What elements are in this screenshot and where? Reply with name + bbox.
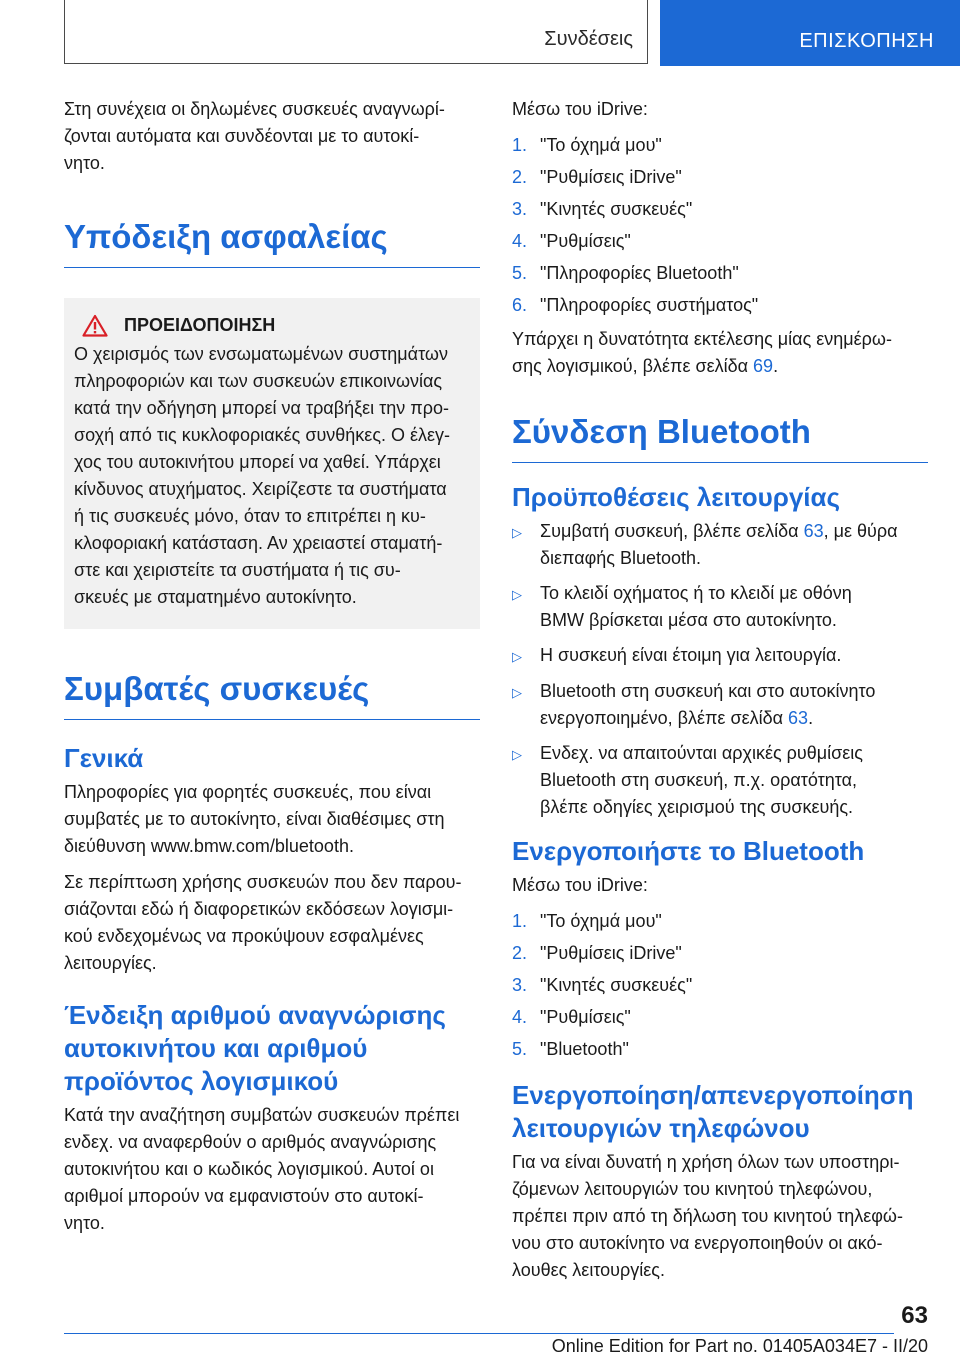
header-section-title: Συνδέσεις — [544, 28, 633, 50]
right-column — [512, 96, 928, 1293]
software-update-paragraph: Υπάρχει η δυνατότητα εκτέλεσης μίας ενημέρω- σης λογισμικού, βλέπε σελίδα 69. — [512, 329, 892, 376]
page-link-63[interactable]: 63 — [803, 521, 824, 541]
compatible-devices-heading: Συμβατές συσκευές — [64, 669, 480, 720]
left-column — [64, 96, 480, 1246]
list-item: 5. "Bluetooth" — [512, 1039, 629, 1059]
via-idrive-label-1: Μέσω του iDrive: — [512, 99, 648, 119]
footer-edition: Online Edition for Part no. 01405A034E7 - II/20 — [551, 1336, 928, 1356]
list-item: 4. "Ρυθμίσεις" — [512, 231, 631, 251]
activate-bluetooth-heading: Ενεργοποιήστε το Bluetooth — [512, 836, 865, 866]
warning-title: ΠΡΟΕΙΔΟΠΟΙΗΣΗ — [124, 315, 276, 335]
header-chapter-tab — [660, 0, 960, 66]
warning-title-row — [74, 314, 470, 337]
list-item: 2. "Ρυθμίσεις iDrive" — [512, 943, 682, 963]
list-item: 4. "Ρυθμίσεις" — [512, 1007, 631, 1027]
list-item: 6. "Πληροφορίες συστήματος" — [512, 295, 759, 315]
list-item: 3. "Κινητές συσκευές" — [512, 975, 693, 995]
header-section-tab — [64, 0, 648, 64]
list-item: ▷ Συμβατή συσκευή, βλέπε σελίδα 63, με θύρα διεπαφής Bluetooth. — [512, 518, 928, 572]
triangle-bullet-icon: ▷ — [512, 747, 522, 762]
triangle-bullet-icon: ▷ — [512, 587, 522, 602]
general-heading: Γενικά — [64, 743, 144, 773]
general-paragraph-2: Σε περίπτωση χρήσης συσκευών που δεν παρου- σιάζονται εδώ ή διαφορετικών εκδόσεων λογισμι- κού ενδεχομένως να προκύψουν εσφαλμένες λειτουργίες. — [64, 872, 462, 973]
warning-triangle-icon — [82, 314, 108, 337]
footer-divider — [64, 1333, 894, 1334]
via-idrive-label-2: Μέσω του iDrive: — [512, 875, 648, 895]
list-item: 1. "Το όχημά μου" — [512, 135, 662, 155]
list-item: ▷ Η συσκευή είναι έτοιμη για λειτουργία. — [512, 642, 928, 670]
list-item: ▷ Ενδεχ. να απαιτούνται αρχικές ρυθμίσεις Bluetooth στη συσκευή, π.χ. ορατότητα, βλέπε οδηγίες χειρισμού της συσκευής. — [512, 740, 928, 821]
page-number: 63 — [901, 1302, 928, 1329]
intro-paragraph: Στη συνέχεια οι δηλωμένες συσκευές αναγνωρί- ζονται αυτόματα και συνδέονται με το αυτοκί- νητο. — [64, 99, 445, 173]
triangle-bullet-icon: ▷ — [512, 525, 522, 540]
list-item: 5. "Πληροφορίες Bluetooth" — [512, 263, 739, 283]
id-number-paragraph: Κατά την αναζήτηση συμβατών συσκευών πρέπει ενδεχ. να αναφερθούν ο αριθμός αναγνώρισης αυτοκινήτου και ο κωδικός λογισμικού. Αυτοί οι αριθμοί μπορούν να εμφανιστούν στο αυτοκί- νητο. — [64, 1105, 460, 1233]
header-chapter-title: ΕΠΙΣΚΟΠΗΣΗ — [799, 30, 934, 52]
steps-list-1 — [512, 132, 928, 319]
list-item: 3. "Κινητές συσκευές" — [512, 199, 693, 219]
phone-functions-heading: Ενεργοποίηση/απενεργοποίηση λειτουργιών τηλεφώνου — [512, 1080, 914, 1143]
list-item: ▷ Το κλειδί οχήματος ή το κλειδί με οθόνη BMW βρίσκεται μέσα στο αυτοκίνητο. — [512, 580, 928, 634]
id-number-heading: Ένδειξη αριθμού αναγνώρισης αυτοκινήτου και αριθμού προϊόντος λογισμικού — [64, 1000, 446, 1096]
triangle-bullet-icon: ▷ — [512, 685, 522, 700]
warning-text: Ο χειρισμός των ενσωματωμένων συστημάτων πληροφοριών και των συσκευών επικοινωνίας κατά την οδήγηση μπορεί να τραβήξει την προ- σοχή από τις κυκλοφοριακές συνθήκες. Ο έλεγ- χος του αυτοκινήτου μπορεί να χαθεί. Υπάρχει κίνδυνος ατυχήματος. Χειρίζεστε τα συστήματα ή τις συσκευές μόνο, όταν το επιτρέπει η κυ- κλοφοριακή κατάσταση. Αν χρειαστεί σταματή- στε και χειριστείτε τα συστήματα ή τις συ- σκευές με σταματημένο αυτοκίνητο. — [74, 344, 451, 607]
prerequisites-heading: Προϋποθέσεις λειτουργίας — [512, 482, 841, 512]
list-item: ▷ Bluetooth στη συσκευή και στο αυτοκίνητο ενεργοποιημένο, βλέπε σελίδα 63. — [512, 678, 928, 732]
safety-heading: Υπόδειξη ασφαλείας — [64, 217, 480, 268]
bluetooth-connection-heading: Σύνδεση Bluetooth — [512, 412, 928, 463]
triangle-bullet-icon: ▷ — [512, 649, 522, 664]
general-paragraph-1: Πληροφορίες για φορητές συσκευές, που είναι συμβατές με το αυτοκίνητο, είναι διαθέσιμες στη διεύθυνση www.bmw.com/bluetooth. — [64, 782, 445, 856]
warning-box — [64, 298, 480, 629]
list-item: 2. "Ρυθμίσεις iDrive" — [512, 167, 682, 187]
steps-list-2 — [512, 908, 928, 1063]
prerequisites-list — [512, 518, 928, 821]
list-item: 1. "Το όχημά μου" — [512, 911, 662, 931]
phone-functions-paragraph: Για να είναι δυνατή η χρήση όλων των υποστηρι- ζόμενων λειτουργιών του κινητού τηλεφώνου, πρέπει πριν από τη δήλωση του κινητού τηλεφώ- νου στο αυτοκίνητο να ενεργοποιηθούν οι ακό- λουθες λειτουργίες. — [512, 1152, 903, 1280]
page-link-63[interactable]: 63 — [788, 708, 809, 728]
page-link-69[interactable]: 69 — [753, 356, 774, 376]
